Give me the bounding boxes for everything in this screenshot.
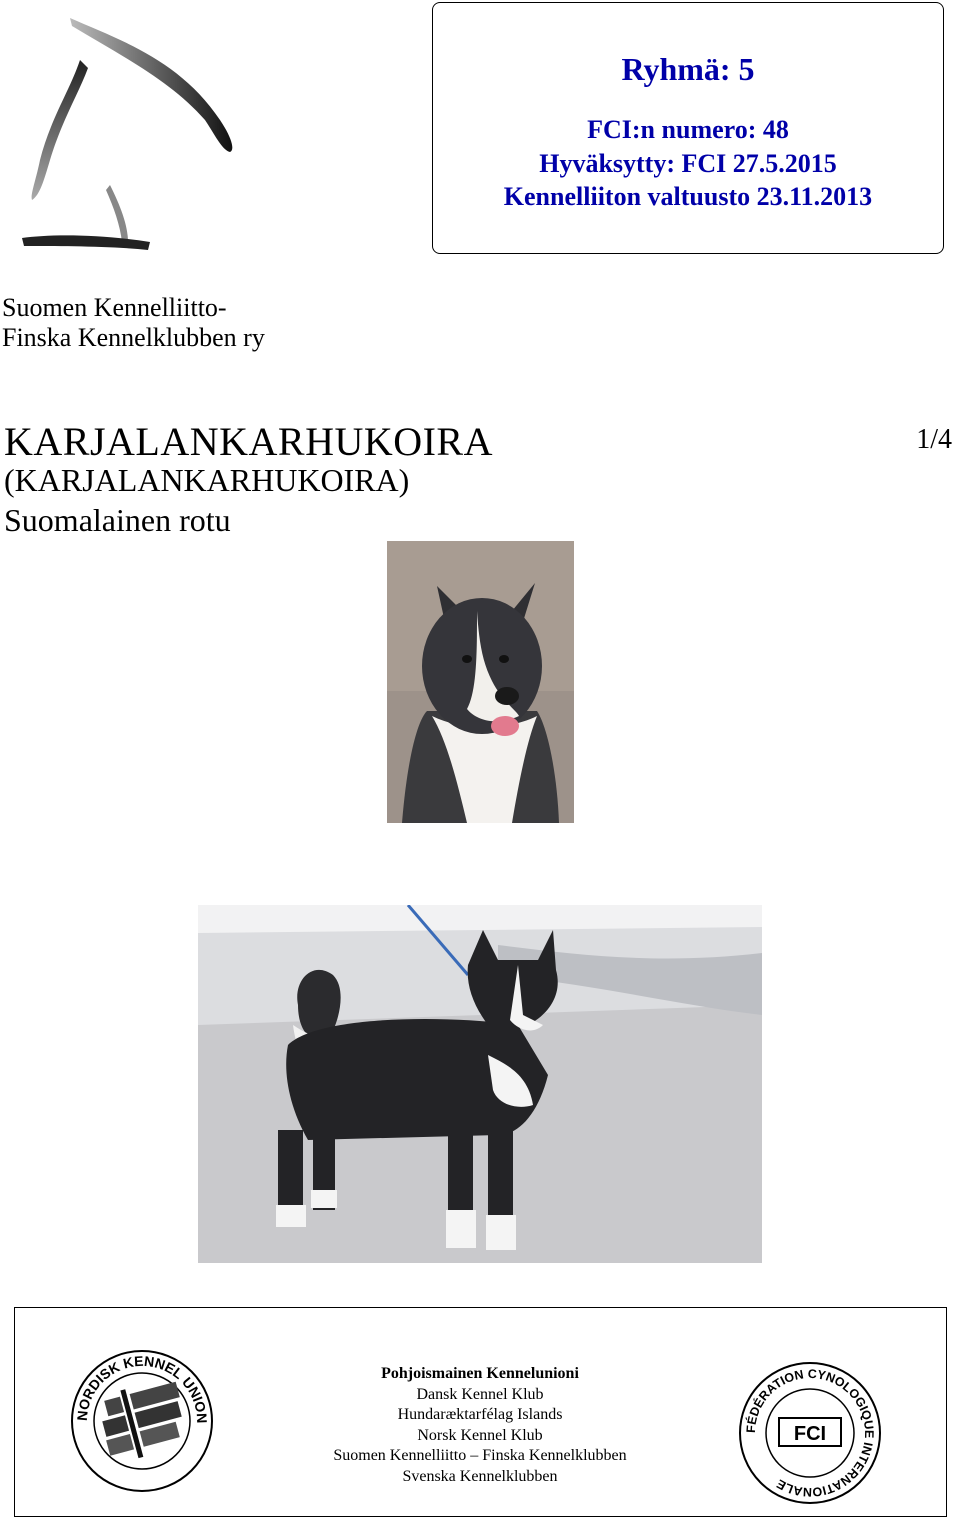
nordic-kennel-union-logo (67, 1346, 217, 1496)
breed-alt-name: (KARJALANKARHUKOIRA) (4, 462, 410, 498)
council-date: Kennelliiton valtuusto 23.11.2013 (503, 182, 873, 211)
breed-origin: Suomalainen rotu (4, 502, 231, 538)
breed-info-box (432, 2, 944, 254)
nku-logo-text: NORDISK KENNEL UNION (73, 1352, 211, 1424)
fci-logo (737, 1360, 883, 1506)
group-label: Ryhmä: 5 (621, 51, 755, 87)
fci-number: FCI:n numero: 48 (587, 115, 789, 144)
fci-logo-text: FÉDÉRATION CYNOLOGIQUE INTERNATIONALE (743, 1366, 877, 1500)
fci-abbr: FCI (793, 1423, 827, 1445)
kennel-club-logo (10, 10, 250, 260)
union-title: Pohjoismainen Kennelunioni (381, 1365, 579, 1382)
page-number: 1/4 (916, 424, 952, 455)
member-item: Svenska Kennelklubben (402, 1467, 558, 1485)
member-item: Dansk Kennel Klub (416, 1385, 544, 1403)
dog-standing-photo (198, 905, 762, 1263)
nordic-kennel-union-footer (14, 1307, 947, 1517)
approval-date: Hyväksytty: FCI 27.5.2015 (539, 149, 837, 178)
breed-title: KARJALANKARHUKOIRA (4, 419, 493, 464)
organization-name-fi: Suomen Kennelliitto- (2, 293, 227, 322)
member-item: Norsk Kennel Klub (417, 1426, 543, 1444)
member-item: Suomen Kennelliitto – Finska Kennelklubben (333, 1447, 627, 1464)
member-item: Hundaræktarfélag Islands (397, 1406, 563, 1423)
member-list (305, 1364, 655, 1487)
organization-name-sv: Finska Kennelklubben ry (2, 323, 265, 352)
dog-head-photo (387, 541, 574, 823)
